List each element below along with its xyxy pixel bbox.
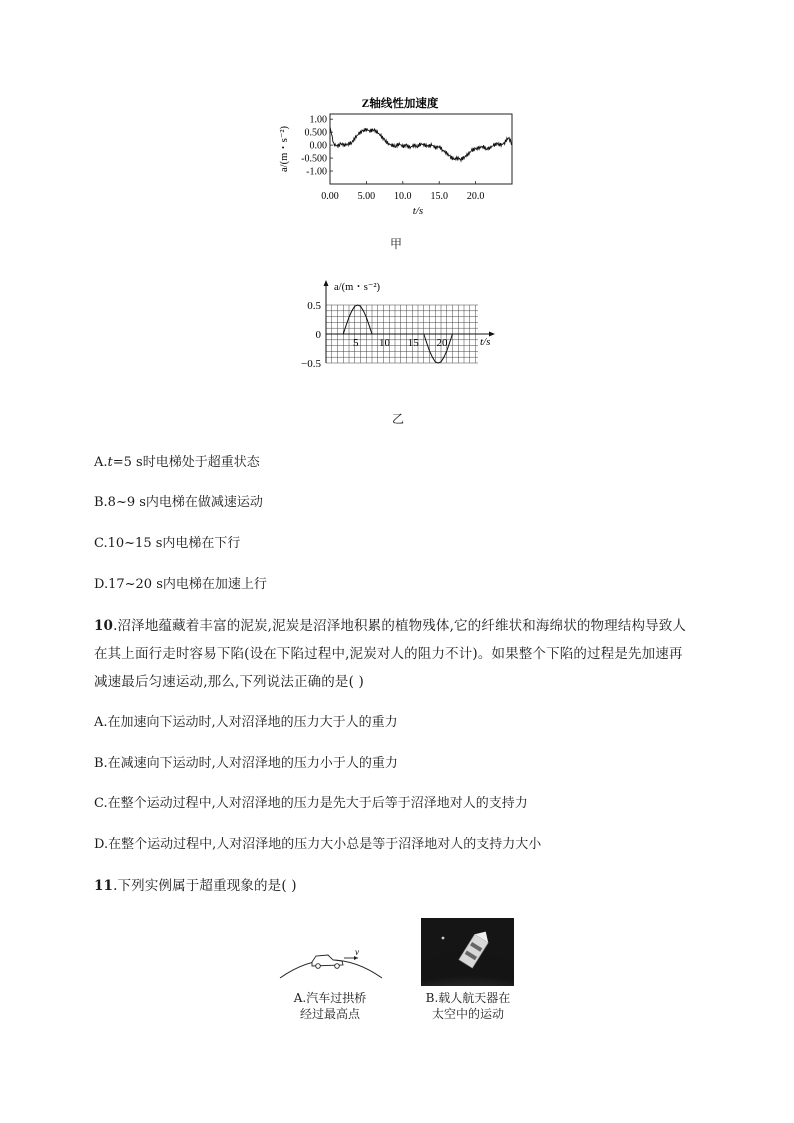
y-axis-label: a/(m・s⁻²) bbox=[279, 125, 290, 173]
figure-car-arch-bridge bbox=[276, 940, 386, 986]
y-tick-label: −0.5 bbox=[301, 358, 321, 370]
x-tick-label: 20 bbox=[436, 337, 448, 349]
q9-option-d[interactable]: D.17~20 s内电梯在加速上行 bbox=[94, 577, 267, 592]
y-tick-label: -0.500 bbox=[301, 153, 327, 165]
x-axis-label: t/s bbox=[412, 205, 424, 217]
figure-b-caption: B.载人航天器在 太空中的运动 bbox=[425, 991, 511, 1021]
figure-a-caption: A.汽车过拱桥 经过最高点 bbox=[293, 991, 367, 1021]
q10-stem-line3: 减速最后匀速运动,那么,下列说法正确的是( ) bbox=[94, 674, 364, 690]
x-tick-label: 20.0 bbox=[466, 191, 485, 202]
q10-stem-line2: 在其上面行走时容易下陷(设在下陷过程中,泥炭对人的阻力不计)。如果整个下陷的过程是先加速再 bbox=[94, 646, 683, 662]
y-axis-label: a/(m・s⁻²) bbox=[334, 282, 381, 293]
figure-yi-chart bbox=[290, 278, 510, 378]
y-tick-label: 0 bbox=[315, 329, 321, 341]
q9-option-c[interactable]: C.10~15 s内电梯在下行 bbox=[94, 536, 241, 551]
y-tick-label: 1.00 bbox=[309, 114, 327, 126]
q10-option-a[interactable]: A.在加速向下运动时,人对沼泽地的压力大于人的重力 bbox=[94, 715, 398, 730]
figure-spacecraft-photo bbox=[421, 918, 514, 986]
q10-option-c[interactable]: C.在整个运动过程中,人对沼泽地的压力是先大于后等于沼泽地对人的支持力 bbox=[94, 796, 528, 811]
q9-option-a[interactable]: A.t=5 s时电梯处于超重状态 bbox=[94, 455, 260, 470]
y-axis-arrow bbox=[324, 280, 329, 286]
figure-jia-chart bbox=[270, 92, 530, 222]
q11-number: 11 bbox=[94, 878, 114, 894]
q10-number: 10 bbox=[94, 618, 114, 634]
x-tick-label: 15 bbox=[407, 337, 419, 349]
y-tick-label: -1.00 bbox=[306, 166, 327, 178]
series-line bbox=[330, 127, 512, 161]
y-tick-labels bbox=[301, 300, 321, 370]
x-axis-label: t/s bbox=[480, 336, 491, 348]
y-tick-label: 0.500 bbox=[304, 127, 327, 139]
y-tick-label: 0.5 bbox=[307, 300, 321, 312]
q10-stem-line1: 10.沼泽地蕴藏着丰富的泥炭,泥炭是沼泽地积累的植物残体,它的纤维状和海绵状的物理结构导致人 bbox=[94, 618, 687, 634]
x-tick-label: 0.00 bbox=[321, 191, 339, 202]
y-tick-labels bbox=[301, 115, 333, 178]
chart-title: Z轴线性加速度 bbox=[361, 98, 439, 110]
y-tick-label: 0.00 bbox=[309, 140, 327, 152]
x-tick-label: 5 bbox=[353, 337, 359, 349]
q10-option-d[interactable]: D.在整个运动过程中,人对沼泽地的压力大小总是等于沼泽地对人的支持力大小 bbox=[94, 837, 542, 852]
figure-yi-label: 乙 bbox=[392, 412, 405, 426]
q10-option-b[interactable]: B.在减速向下运动时,人对沼泽地的压力小于人的重力 bbox=[94, 756, 398, 771]
figure-jia-label: 甲 bbox=[390, 237, 403, 251]
car-icon bbox=[312, 955, 343, 968]
q9-option-b[interactable]: B.8~9 s内电梯在做减速运动 bbox=[94, 495, 263, 510]
x-tick-label: 10.0 bbox=[394, 191, 412, 202]
x-tick-label: 15.0 bbox=[430, 191, 448, 202]
x-tick-label: 5.00 bbox=[357, 191, 376, 202]
x-tick-label: 10 bbox=[379, 337, 390, 349]
q11-stem: 11.下列实例属于超重现象的是( ) bbox=[94, 878, 297, 894]
velocity-label: v bbox=[355, 947, 359, 957]
